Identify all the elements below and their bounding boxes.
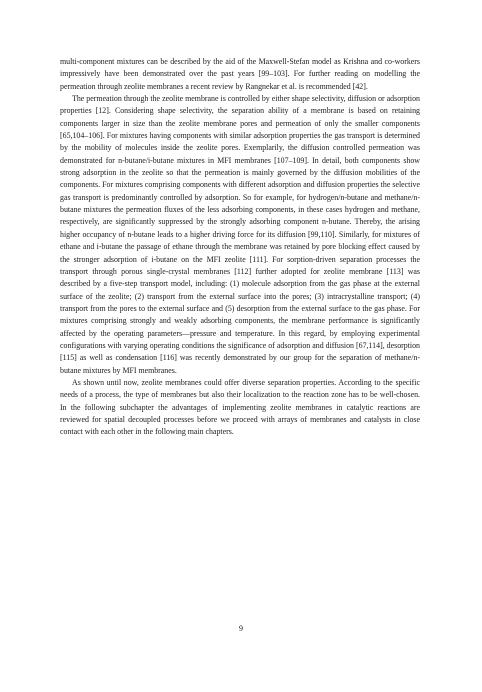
paragraph-summary: As shown until now, zeolite membranes could offer diverse separation properties. According to the specific needs of a process, the type of membranes but also their localization to the reaction zone has to be well-chosen. In the following subchapter the advantages of implementing zeolite membranes in catalytic reactions are reviewed for spatial decoupled processes before we proceed with arrays of membranes and catalysts in close contact with each other in the following main chapters.: [60, 377, 420, 437]
paragraph-continuation: multi-component mixtures can be described by the aid of the Maxwell-Stefan model as Krishna and co-workers impressively have been demonstrated over the past years [99–103]. For further reading on modelling the permeation through zeolite membranes a recent review by Rangnekar et al. is recommended [42].: [60, 57, 420, 91]
paragraph-permeation-mechanisms: The permeation through the zeolite membrane is controlled by either shape selectivity, diffusion or adsorption properties [12]. Considering shape selectivity, the separation ability of a membrane is based on retaining components larger in size than the zeolite membrane pores and permeation of only the smaller components [65,104–106]. For mixtures having components with similar adsorption properties the gas transport is determined by the mobility of molecules inside the zeolite pores. Exemplarily, the diffusion controlled permeation was demonstrated for n-butane/i-butane mixtures in MFI membranes [107–109]. In detail, both components show strong adsorption in the zeolite so that the permeation is mainly governed by the diffusion mobilities of the components. For mixtures comprising components with different adsorption and diffusion properties the selective gas transport is predominantly controlled by adsorption. So for example, for hydrogen/n-butane and methane/n-butane mixtures the permeation fluxes of the less adsorbing components, in these cases hydrogen and methane, respectively, are significantly suppressed by the strongly adsorbing component n-butane. Thereby, the arising higher occupancy of n-butane leads to a higher driving force for its diffusion [99,110]. Similarly, for mixtures of ethane and i-butane the passage of ethane through the membrane was retained by pore blocking effect caused by the stronger adsorption of i-butane on the MFI zeolite [111]. For sorption-driven separation processes the transport through porous single-crystal membranes [112] further adopted for zeolite membrane [113] was described by a five-step transport model, including: (1) molecule adsorption from the gas phase at the external surface of the zeolite; (2) transport from the external surface into the pores; (3) intracrystalline transport; (4) transport from the pores to the external surface and (5) desorption from the external surface to the gas phase. For mixtures comprising strongly and weakly adsorbing components, the membrane performance is significantly affected by the operating parameters—pressure and temperature. In this regard, by employing experimental configurations with varying operating conditions the significance of adsorption and diffusion [67,114], desorption [115] as well as condensation [116] was recently demonstrated by our group for the separation of methane/n-butane mixtures by MFI membranes.: [60, 94, 420, 375]
body-text: [60, 56, 420, 439]
page-number: 9: [239, 624, 243, 633]
